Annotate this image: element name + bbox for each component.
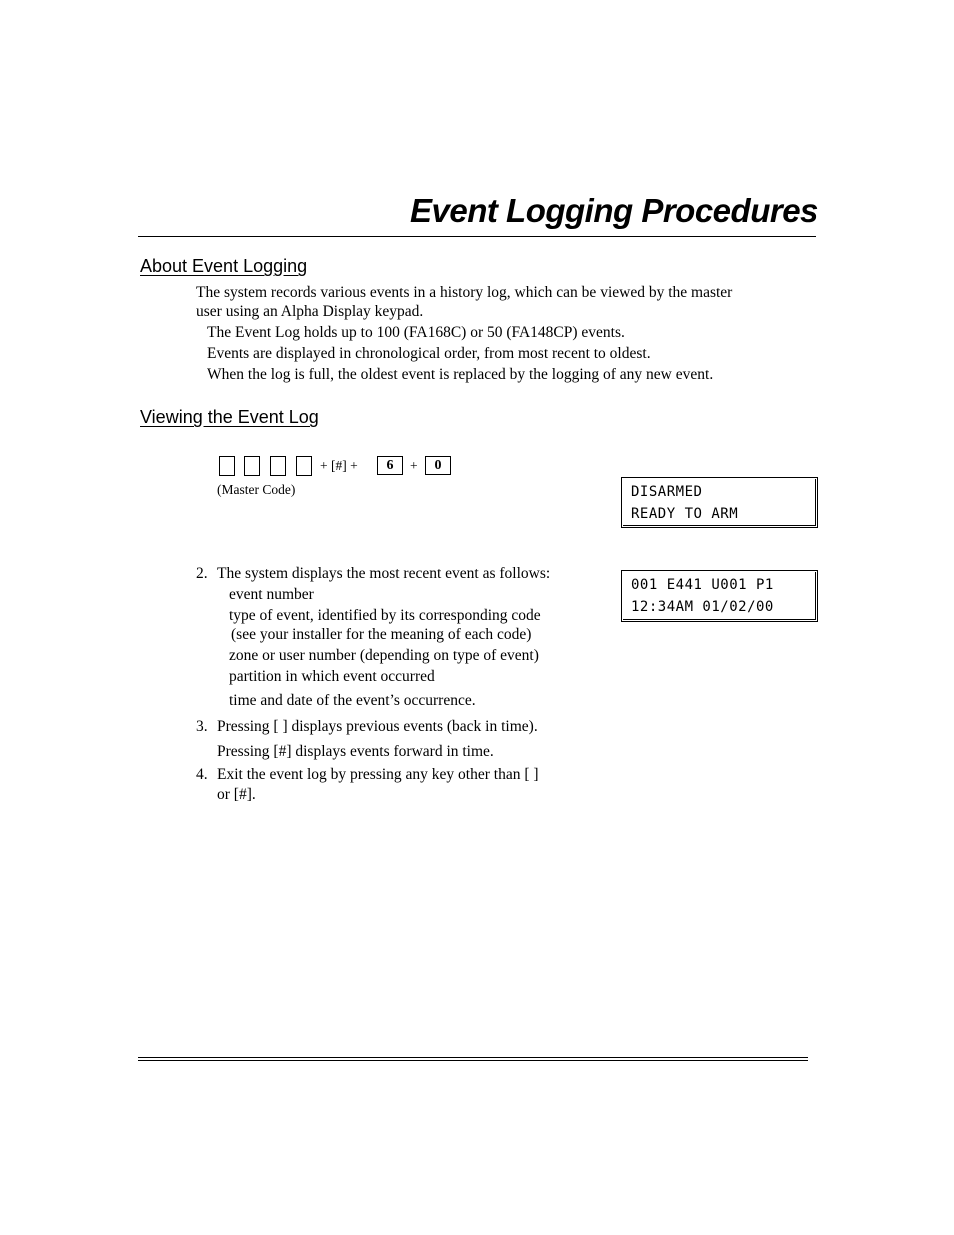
about-intro-line2: user using an Alpha Display keypad. [196, 303, 424, 320]
keypad-display-disarmed [621, 477, 818, 528]
step2-text: The system displays the most recent event as follows: [217, 565, 551, 582]
master-code-caption: (Master Code) [217, 482, 296, 497]
keypad-display-event [621, 570, 818, 622]
about-bullet-3: When the log is full, the oldest event is replaced by the logging of any new event. [207, 366, 714, 383]
step2-item-4: partition in which event occurred [229, 668, 435, 685]
code-digit-box-3 [270, 456, 286, 476]
display-line-2: READY TO ARM [631, 506, 739, 522]
key-0: 0 [425, 456, 451, 475]
page-title: Event Logging Procedures [410, 192, 818, 229]
display-line-1: DISARMED [631, 484, 703, 500]
title-divider [138, 236, 816, 237]
plus-hash-plus: + [#] + [320, 458, 358, 473]
about-bullet-1: The Event Log holds up to 100 (FA168C) or 50 (FA148CP) events. [207, 324, 625, 341]
footer-rule-top [138, 1057, 808, 1058]
step3-line1: Pressing [ ] displays previous events (back in time). [217, 718, 538, 735]
viewing-heading: Viewing the Event Log [140, 407, 319, 427]
step4-line2: or [#]. [217, 786, 256, 803]
step3-line2: Pressing [#] displays events forward in time. [217, 743, 494, 760]
code-digit-box-4 [296, 456, 312, 476]
step2-item-3: zone or user number (depending on type of event) [229, 647, 539, 664]
step2-item-2-note: (see your installer for the meaning of each code) [231, 626, 532, 643]
about-intro-line1: The system records various events in a history log, which can be viewed by the master [196, 284, 733, 301]
event-display-line-2: 12:34AM 01/02/00 [631, 599, 774, 615]
about-heading: About Event Logging [140, 256, 308, 276]
key-6: 6 [377, 456, 403, 475]
step2-item-2: type of event, identified by its corresponding code [229, 607, 541, 624]
code-digit-box-2 [244, 456, 260, 476]
step2-number: 2. [196, 565, 208, 582]
about-bullet-2: Events are displayed in chronological order, from most recent to oldest. [207, 345, 651, 362]
code-digit-box-1 [219, 456, 235, 476]
event-display-line-1: 001 E441 U001 P1 [631, 577, 774, 593]
step4-number: 4. [196, 766, 208, 783]
plus-sign: + [410, 458, 418, 473]
footer-rule-bottom [138, 1060, 808, 1061]
step3-number: 3. [196, 718, 208, 735]
step4-line1: Exit the event log by pressing any key other than [ ] [217, 766, 539, 783]
step2-item-1: event number [229, 586, 314, 603]
step2-item-5: time and date of the event’s occurrence. [229, 692, 476, 709]
